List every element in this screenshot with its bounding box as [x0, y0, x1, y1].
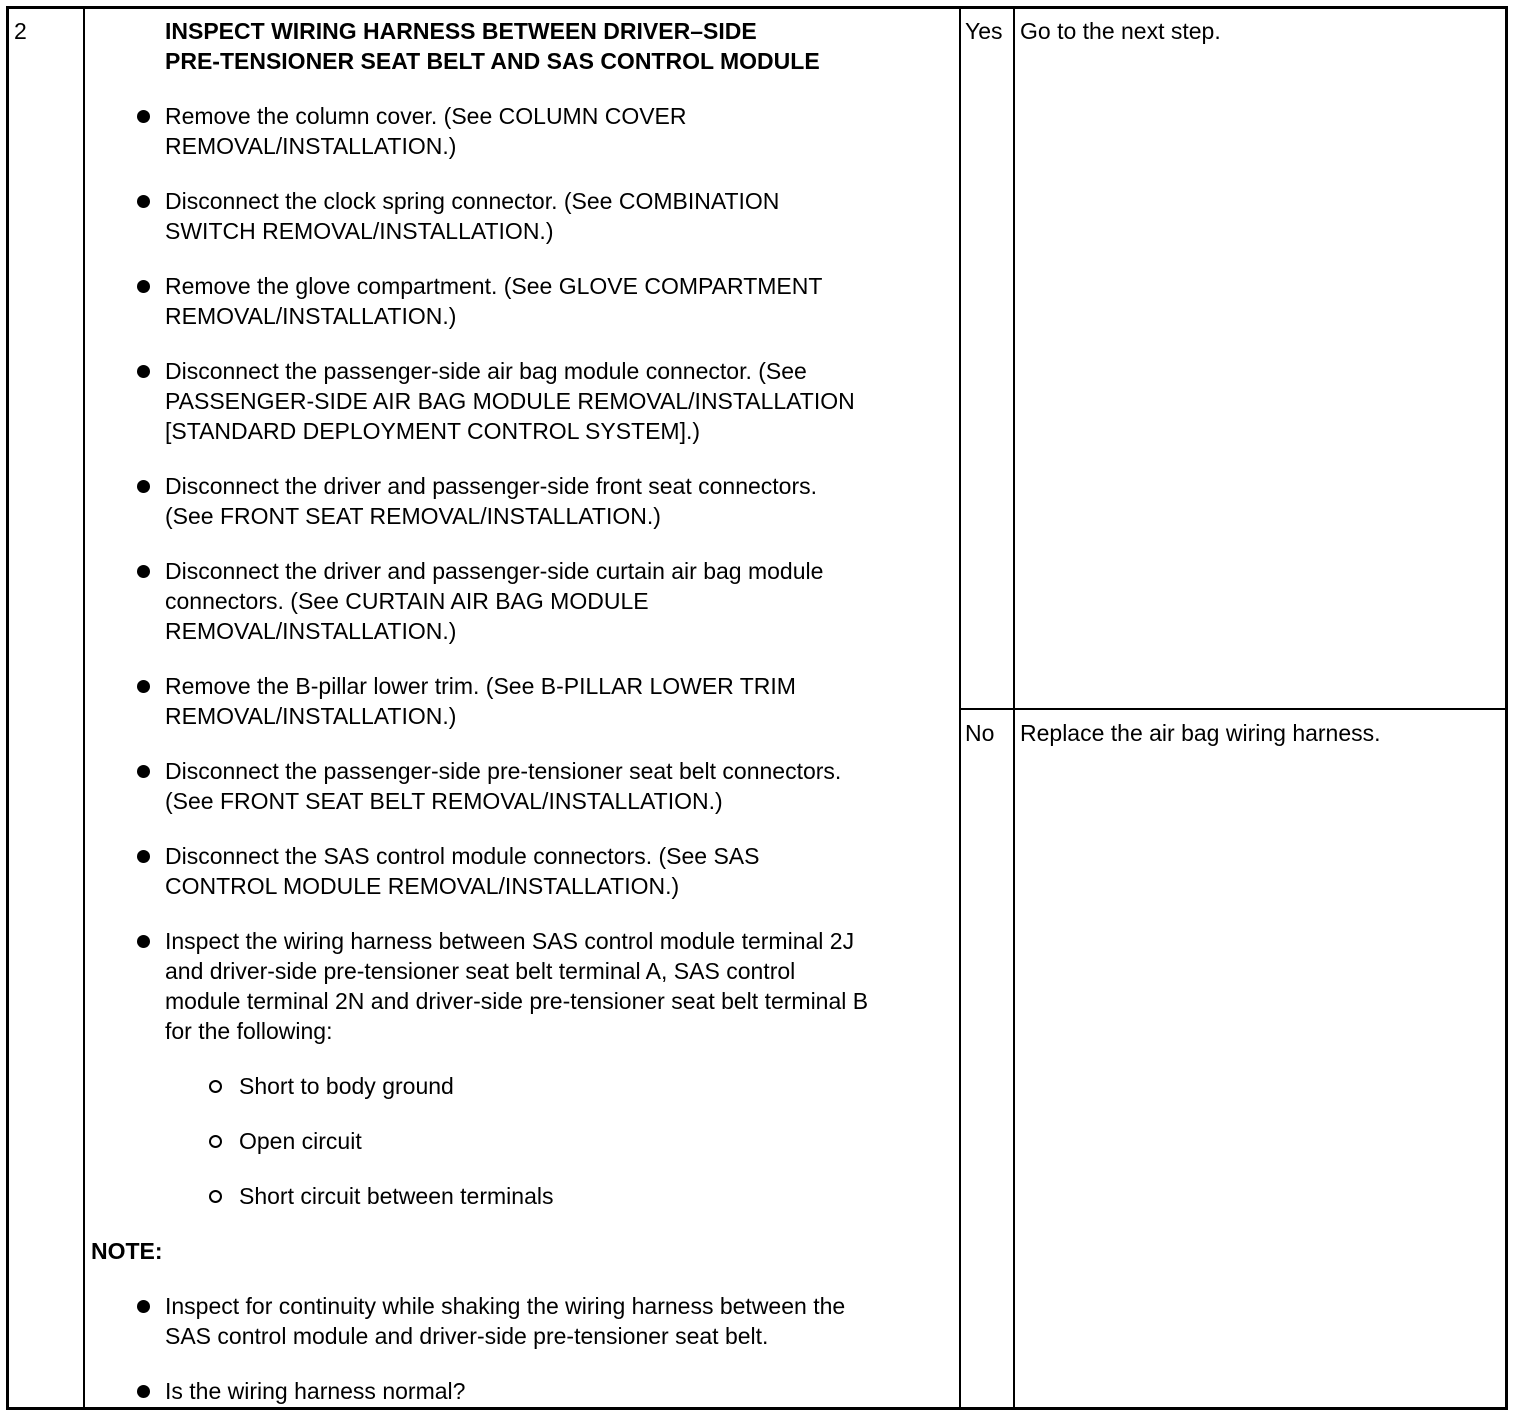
step-number: 2 — [14, 18, 27, 44]
procedure-item — [165, 556, 945, 646]
procedure-title-line-2: PRE-TENSIONER SEAT BELT AND SAS CONTROL MODULE — [165, 48, 820, 74]
procedure-item — [165, 101, 945, 161]
bullet-icon — [137, 480, 150, 493]
item-line: REMOVAL/INSTALLATION.) — [165, 133, 457, 159]
check-item-open-circuit: Open circuit — [239, 1128, 362, 1154]
item-line: REMOVAL/INSTALLATION.) — [165, 303, 457, 329]
procedure-item — [165, 756, 945, 816]
item-line: Remove the glove compartment. (See GLOVE COMPARTMENT — [165, 273, 823, 299]
procedure-item — [165, 471, 945, 531]
bullet-icon — [137, 765, 150, 778]
check-item-short-to-ground: Short to body ground — [239, 1073, 454, 1099]
bullet-icon — [137, 1300, 150, 1313]
question-item — [165, 1376, 945, 1406]
note-label: NOTE: — [91, 1238, 163, 1264]
item-line: [STANDARD DEPLOYMENT CONTROL SYSTEM].) — [165, 418, 701, 444]
item-line: Disconnect the clock spring connector. (See COMBINATION — [165, 188, 780, 214]
item-line: Remove the B-pillar lower trim. (See B-PILLAR LOWER TRIM — [165, 673, 796, 699]
bullet-icon — [137, 850, 150, 863]
procedure-item — [165, 926, 945, 1046]
check-item-short-between-terminals: Short circuit between terminals — [239, 1183, 554, 1209]
procedure-item — [165, 356, 945, 446]
item-line: module terminal 2N and driver-side pre-tensioner seat belt terminal B — [165, 988, 869, 1014]
item-line: Remove the column cover. (See COLUMN COVER — [165, 103, 687, 129]
item-line: Inspect the wiring harness between SAS control module terminal 2J — [165, 928, 855, 954]
item-line: SAS control module and driver-side pre-tensioner seat belt. — [165, 1323, 769, 1349]
item-line: REMOVAL/INSTALLATION.) — [165, 618, 457, 644]
item-line: PASSENGER-SIDE AIR BAG MODULE REMOVAL/INSTALLATION — [165, 388, 855, 414]
item-line: Disconnect the driver and passenger-side curtain air bag module — [165, 558, 824, 584]
circle-bullet-icon — [209, 1080, 222, 1093]
item-line: Disconnect the passenger-side air bag module connector. (See — [165, 358, 807, 384]
circle-bullet-icon — [209, 1135, 222, 1148]
no-action: Replace the air bag wiring harness. — [1020, 720, 1381, 746]
bullet-icon — [137, 195, 150, 208]
procedure-title-line-1: INSPECT WIRING HARNESS BETWEEN DRIVER–SIDE — [165, 18, 757, 44]
bullet-icon — [137, 365, 150, 378]
item-line: Disconnect the passenger-side pre-tensioner seat belt connectors. — [165, 758, 842, 784]
bullet-icon — [137, 1385, 150, 1398]
item-line: (See FRONT SEAT REMOVAL/INSTALLATION.) — [165, 503, 661, 529]
procedure-item — [165, 271, 945, 331]
item-line: CONTROL MODULE REMOVAL/INSTALLATION.) — [165, 873, 680, 899]
procedure-item — [165, 186, 945, 246]
yes-action: Go to the next step. — [1020, 18, 1221, 44]
item-line: Disconnect the SAS control module connectors. (See SAS — [165, 843, 760, 869]
row-divider-yes-no — [959, 708, 1505, 710]
yes-label: Yes — [965, 18, 1003, 44]
column-divider-step — [83, 9, 85, 1407]
item-line: Inspect for continuity while shaking the wiring harness between the — [165, 1293, 846, 1319]
inspection-step-table — [6, 6, 1508, 1410]
bullet-icon — [137, 110, 150, 123]
item-line: for the following: — [165, 1018, 333, 1044]
item-line: Disconnect the driver and passenger-side front seat connectors. — [165, 473, 818, 499]
bullet-icon — [137, 680, 150, 693]
item-line: connectors. (See CURTAIN AIR BAG MODULE — [165, 588, 649, 614]
note-item — [165, 1291, 945, 1351]
item-line: SWITCH REMOVAL/INSTALLATION.) — [165, 218, 554, 244]
procedure-item — [165, 841, 945, 901]
item-line: and driver-side pre-tensioner seat belt terminal A, SAS control — [165, 958, 796, 984]
circle-bullet-icon — [209, 1190, 222, 1203]
procedure-item — [165, 671, 945, 731]
no-label: No — [965, 720, 995, 746]
bullet-icon — [137, 935, 150, 948]
procedure-title — [165, 16, 820, 76]
bullet-icon — [137, 280, 150, 293]
item-line: (See FRONT SEAT BELT REMOVAL/INSTALLATION.) — [165, 788, 723, 814]
item-line: Is the wiring harness normal? — [165, 1378, 466, 1404]
item-line: REMOVAL/INSTALLATION.) — [165, 703, 457, 729]
bullet-icon — [137, 565, 150, 578]
